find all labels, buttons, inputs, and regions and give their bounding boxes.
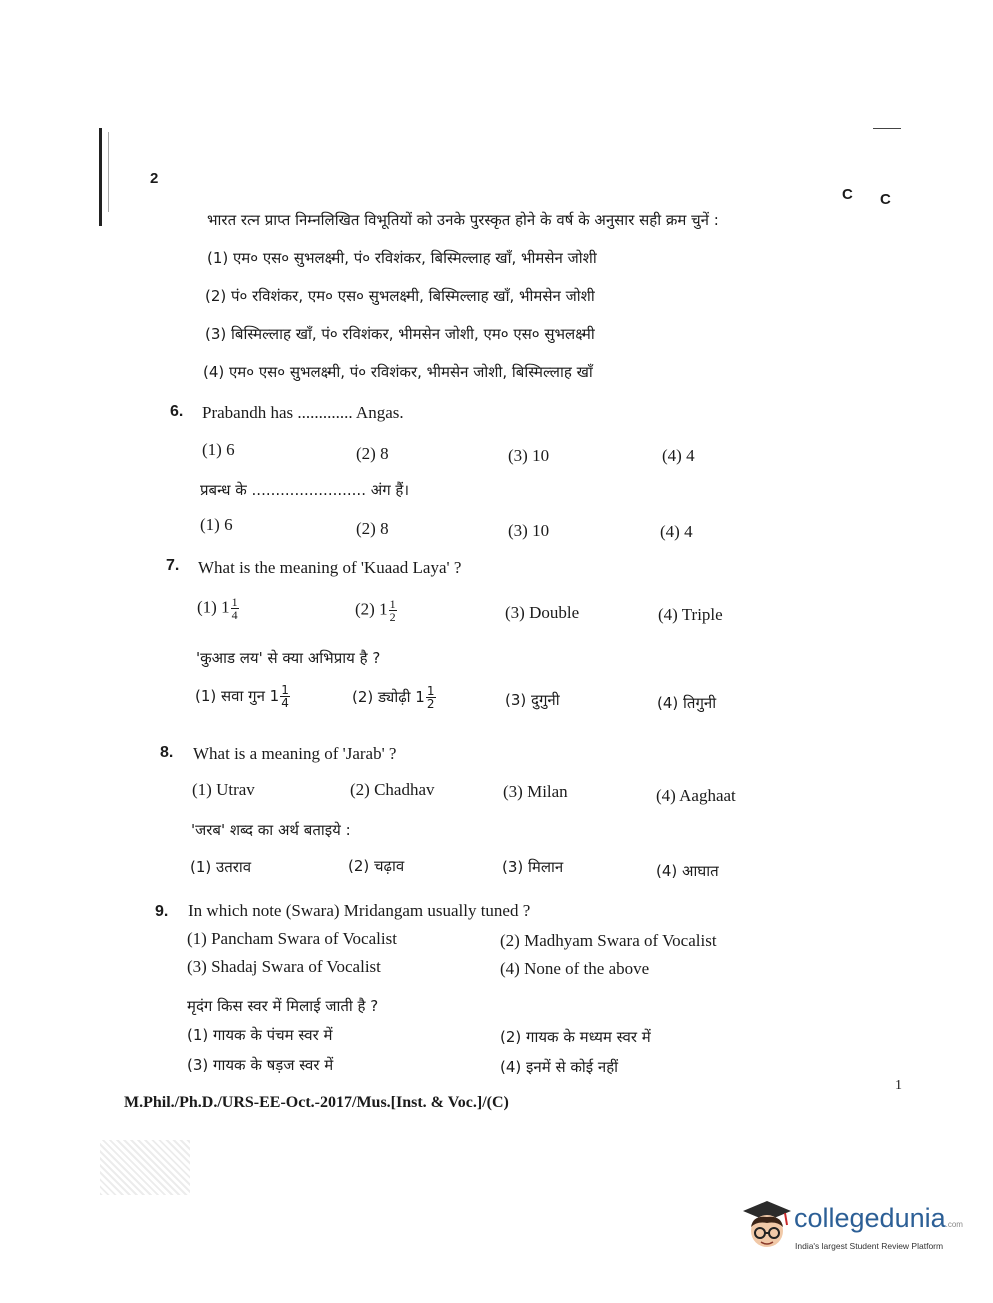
scan-dash-mark [873,128,901,129]
q8-option-3-hi: (3) मिलान [502,858,564,876]
collegedunia-watermark [737,1197,962,1259]
q8-question-en: What is a meaning of 'Jarab' ? [193,744,397,763]
q7-option-2-hi: (2) ड्योढ़ी 1 $\frac{1}{2}$ [352,684,435,711]
q9-option-2-hi: (2) गायक के मध्यम स्वर में [500,1028,651,1046]
page-number: 2 [150,170,159,187]
q9-option-4-hi: (4) इनमें से कोई नहीं [500,1058,619,1076]
scan-edge-mark [108,132,109,212]
q6-option-2-hi: (2) 8 [356,519,389,538]
q8-option-1-hi: (1) उतराव [190,858,252,876]
q6-option-1-hi: (1) 6 [200,515,233,534]
q8-number: 8. [160,744,174,761]
q8-option-3-en: (3) Milan [503,782,568,801]
q6-option-1-en: (1) 6 [202,440,235,459]
set-code: C [842,186,853,203]
scan-edge-mark [99,128,102,226]
q7-number: 7. [166,557,180,574]
q7-option-1-hi: (1) सवा गुन 1 $\frac{1}{4}$ [195,683,289,710]
q8-option-4-hi: (4) आघात [656,862,719,880]
q9-option-3-en: (3) Shadaj Swara of Vocalist [187,957,381,976]
q6-number: 6. [170,403,184,420]
q6-question-hi: प्रबन्ध के ........................ अंग हैं। [200,481,410,499]
q7-option-4-en: (4) Triple [658,605,723,624]
q7-question-en: What is the meaning of 'Kuaad Laya' ? [198,558,462,577]
q5-question-hi: भारत रत्न प्राप्त निम्नलिखित विभूतियों को उनके पुरस्कृत होने के वर्ष के अनुसार सही क्रम चुनें : [207,211,719,229]
mascot-logo-icon [737,1197,793,1257]
brand-name: collegedunia.com [794,1203,963,1233]
q7-question-hi: 'कुआड लय' से क्या अभिप्राय है ? [196,649,381,667]
q7-option-3-en: (3) Double [505,603,580,622]
q7-option-1-en: (1) 1 $\frac{1}{4}$ [197,595,238,622]
q5-option-2-hi: (2) पं० रविशंकर, एम० एस० सुभलक्ष्मी, बिस्मिल्लाह खाँ, भीमसेन जोशी [205,287,595,305]
q6-option-4-en: (4) 4 [662,446,695,465]
q8-option-2-hi: (2) चढ़ाव [348,857,405,875]
q6-option-4-hi: (4) 4 [660,522,693,541]
q9-number: 9. [155,903,169,920]
paper-code-footer: M.Phil./Ph.D./URS-EE-Oct.-2017/Mus.[Inst. & Voc.]/(C) [124,1094,509,1111]
q6-question-en: Prabandh has ............. Angas. [202,403,404,422]
q7-option-3-hi: (3) दुगुनी [505,691,560,709]
q9-option-2-en: (2) Madhyam Swara of Vocalist [500,931,717,950]
q9-option-1-en: (1) Pancham Swara of Vocalist [187,929,397,948]
brand-tagline: India's largest Student Review Platform [795,1241,944,1251]
q6-option-3-en: (3) 10 [508,446,550,465]
q7-option-4-hi: (4) तिगुनी [657,694,717,712]
q8-option-2-en: (2) Chadhav [350,780,435,799]
q9-option-4-en: (4) None of the above [500,959,650,978]
margin-mark: 1 [895,1078,902,1093]
q6-option-2-en: (2) 8 [356,444,389,463]
q9-option-3-hi: (3) गायक के षड़ज स्वर में [187,1056,334,1074]
q5-option-3-hi: (3) बिस्मिल्लाह खाँ, पं० रविशंकर, भीमसेन जोशी, एम० एस० सुभलक्ष्मी [205,325,595,343]
q5-option-1-hi: (1) एम० एस० सुभलक्ष्मी, पं० रविशंकर, बिस्मिल्लाह खाँ, भीमसेन जोशी [207,249,597,267]
q6-option-3-hi: (3) 10 [508,521,550,540]
q9-option-1-hi: (1) गायक के पंचम स्वर में [187,1026,333,1044]
q8-option-1-en: (1) Utrav [192,780,255,799]
q8-option-4-en: (4) Aaghaat [656,786,736,805]
scan-noise [100,1140,190,1195]
q7-option-2-en: (2) 1 $\frac{1}{2}$ [355,597,396,624]
q9-question-en: In which note (Swara) Mridangam usually tuned ? [188,901,531,920]
q8-question-hi: 'जरब' शब्द का अर्थ बताइये : [191,821,351,839]
set-code: C [880,191,891,208]
q9-question-hi: मृदंग किस स्वर में मिलाई जाती है ? [187,997,379,1015]
brand-suffix: .com [945,1220,963,1229]
q5-option-4-hi: (4) एम० एस० सुभलक्ष्मी, पं० रविशंकर, भीमसेन जोशी, बिस्मिल्लाह खाँ [203,363,593,381]
